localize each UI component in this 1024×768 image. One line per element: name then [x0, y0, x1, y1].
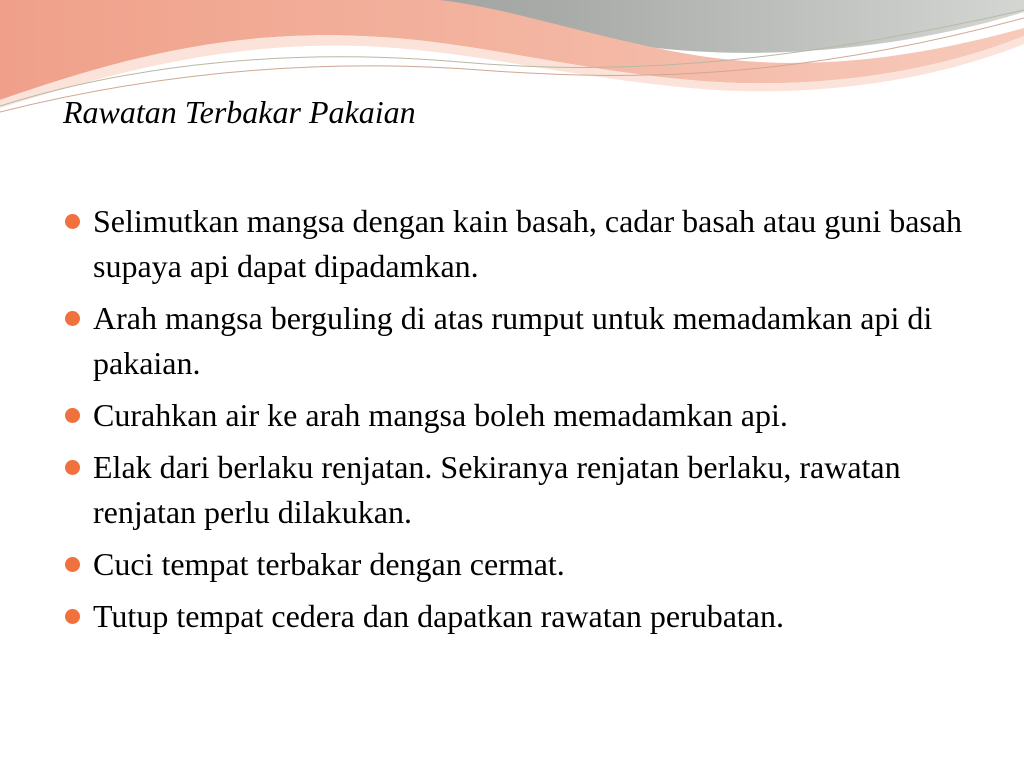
bullet-text: Cuci tempat terbakar dengan cermat. — [93, 546, 565, 582]
bullet-item — [63, 542, 983, 587]
bullet-text: Elak dari berlaku renjatan. Sekiranya renjatan berlaku, rawatan renjatan perlu dilakukan. — [93, 449, 901, 530]
bullet-text: Arah mangsa berguling di atas rumput untuk memadamkan api di pakaian. — [93, 300, 933, 381]
bullet-text: Tutup tempat cedera dan dapatkan rawatan perubatan. — [93, 598, 784, 634]
bullet-item — [63, 199, 983, 289]
bullet-dot-icon — [65, 609, 80, 624]
bullet-dot-icon — [65, 408, 80, 423]
bullet-item — [63, 296, 983, 386]
bullet-text: Selimutkan mangsa dengan kain basah, cadar basah atau guni basah supaya api dapat dipadamkan. — [93, 203, 963, 284]
bullet-list — [63, 199, 983, 646]
slide-title: Rawatan Terbakar Pakaian — [63, 94, 416, 130]
bullet-dot-icon — [65, 214, 80, 229]
bullet-dot-icon — [65, 557, 80, 572]
bullet-item — [63, 445, 983, 535]
bullet-dot-icon — [65, 311, 80, 326]
bullet-dot-icon — [65, 460, 80, 475]
bullet-text: Curahkan air ke arah mangsa boleh memadamkan api. — [93, 397, 788, 433]
bullet-item — [63, 594, 983, 639]
bullet-item — [63, 393, 983, 438]
